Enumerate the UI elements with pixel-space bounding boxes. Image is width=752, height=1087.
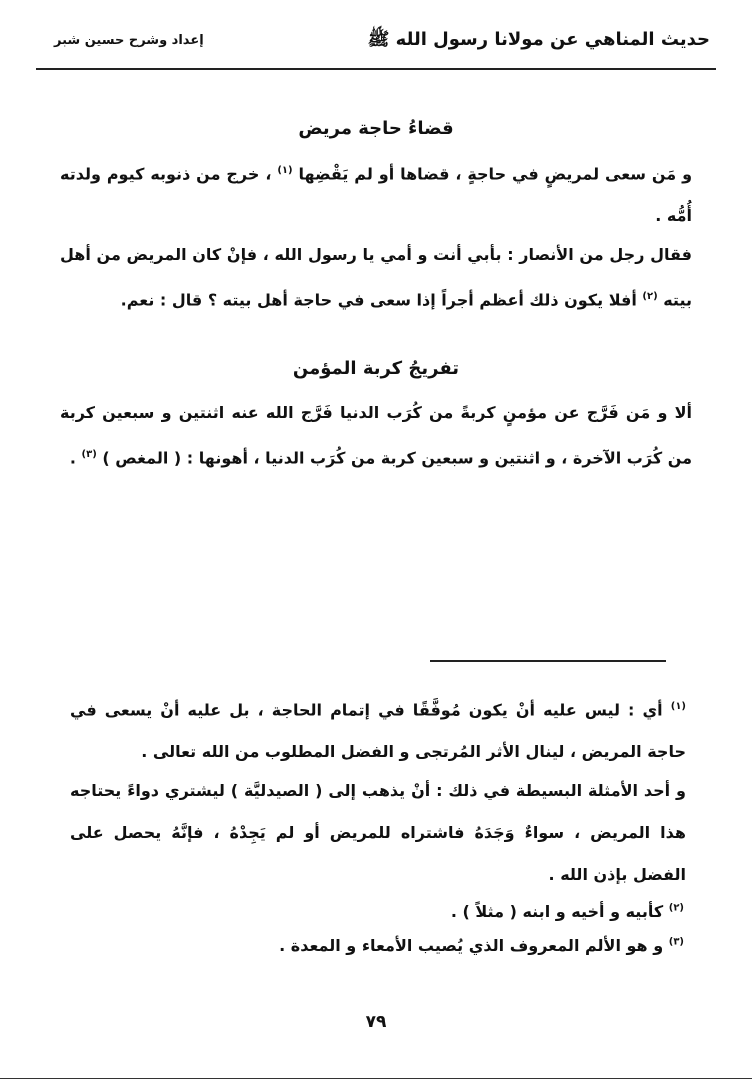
footnote-1-continued: و أحد الأمثلة البسيطة في ذلك : أنْ يذهب إلى ( الصيدليَّة ) ليشتري دواءً يحتاجه هذا المريض ، سواءٌ وَجَدَهُ فاشتراه للمريض أو لم يَجِدْهُ ، فإنَّهُ يحصل على الفضل بإذن الله .: [70, 781, 686, 884]
page-number: ٧٩: [365, 1012, 387, 1032]
paragraph-text: ألا و مَن فَرَّج عن مؤمنٍ كربةً من كُرَب الدنيا فَرَّج الله عنه اثنتين و سبعين كربة من كُرَب الآخرة ، و اثنتين و سبعين كربة من كُرَب الدنيا ، أهونها : ( المغص ): [60, 403, 692, 468]
paragraph-relieving-distress: [60, 392, 692, 479]
footnote-text: كأبيه و أخيه و ابنه ( مثلاً ) .: [450, 902, 664, 921]
paragraph-text: أفلا يكون ذلك أعظم أجراً إذا سعى في حاجة أهل بيته ؟ قال : نعم.: [120, 290, 637, 310]
footnote-ref-1: (١): [277, 165, 293, 176]
page-bottom-edge: [0, 1078, 752, 1079]
running-header-title: حديث المناهي عن مولانا رسول الله ﷺ: [367, 29, 710, 50]
paragraph-patient-need: [60, 150, 692, 237]
footnote-ref-3: (٣): [81, 449, 97, 460]
footnote-1: [70, 686, 686, 773]
paragraph-text: و مَن سعى لمريضٍ في حاجةٍ ، قضاها أو لم يَقْضِها: [298, 164, 693, 184]
footnote-ref-2: (٢): [642, 291, 658, 302]
footnote-3: [84, 936, 684, 955]
section-heading-relieving-believer: تفريجُ كربة المؤمن: [292, 358, 460, 379]
footnote-number: (١): [670, 701, 686, 712]
footnote-text: أي : ليس عليه أنْ يكون مُوفَّقًا في إتمام الحاجة ، بل عليه أنْ يسعى في حاجة المريض ، لينال الأثر المُرتجى و الفضل المطلوب من الله تعالى .: [70, 700, 686, 762]
paragraph-ansari-question: [60, 234, 692, 321]
footnote-text: و هو الألم المعروف الذي يُصيب الأمعاء و المعدة .: [279, 936, 664, 955]
paragraph-text: .: [69, 448, 76, 468]
footnote-number: (٣): [668, 936, 684, 948]
running-header-author: إعداد وشرح حسين شبر: [54, 33, 204, 48]
paragraph-text: ، خرج من ذنوبه كيوم ولدته أُمُّه .: [60, 164, 692, 226]
footnote-divider: [430, 660, 666, 662]
footnote-number: (٢): [668, 902, 684, 914]
section-heading-visiting-patient: قضاءُ حاجة مريض: [298, 118, 454, 139]
header-divider: [36, 68, 716, 70]
footnote-2: [84, 902, 684, 921]
paragraph-text: فقال رجل من الأنصار : بأبي أنت و أمي يا رسول الله ، فإنْ كان المريض من أهل بيته: [60, 245, 692, 310]
